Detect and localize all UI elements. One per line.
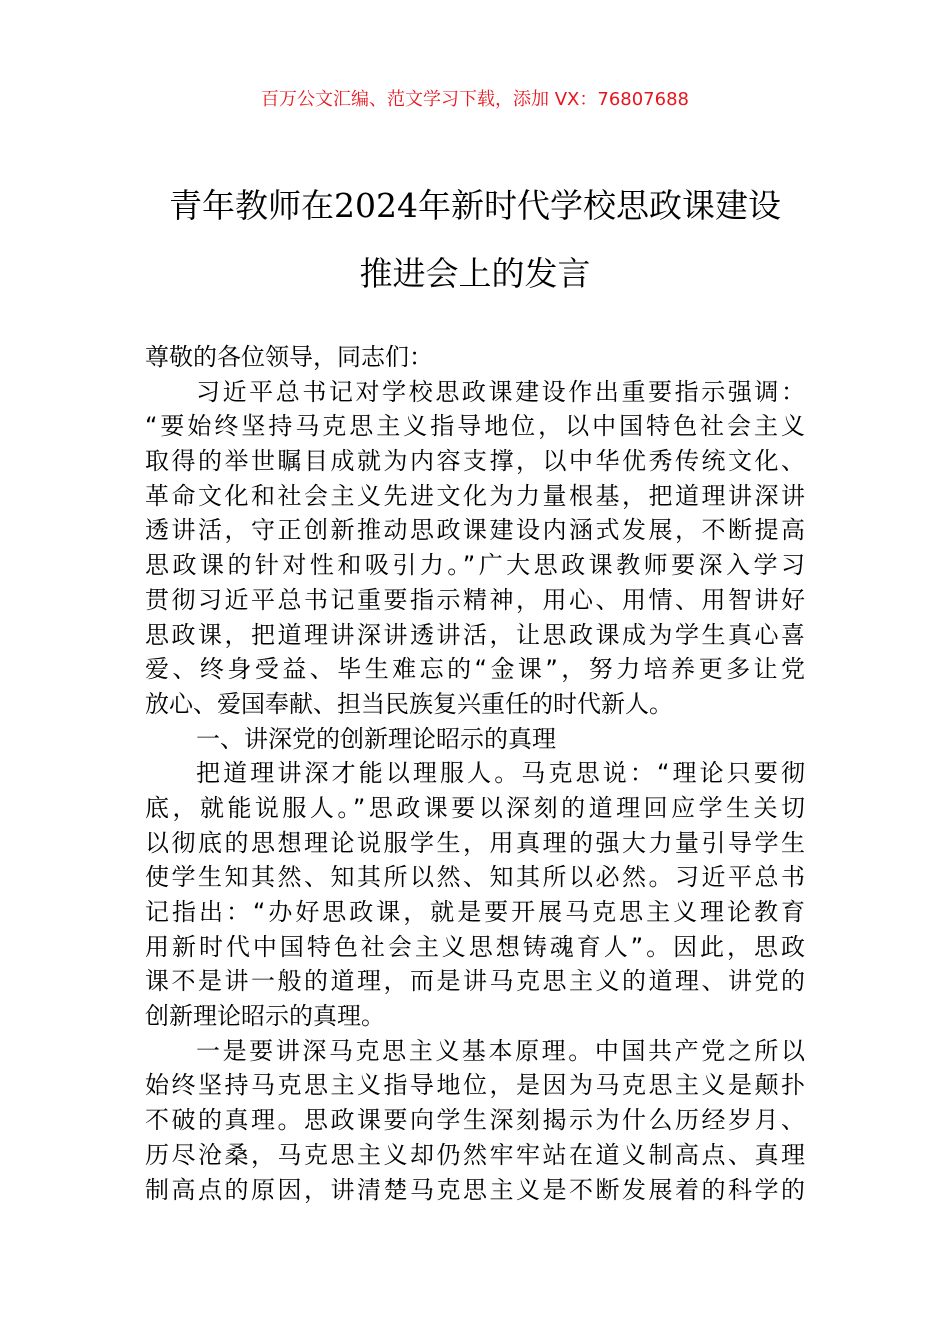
document-body xyxy=(145,340,805,1207)
text-line: 以彻底的思想理论说服学生，用真理的强大力量引导学生 xyxy=(145,828,805,857)
document-title-line-2: 推进会上的发言 xyxy=(359,254,591,293)
text-line: 用新时代中国特色社会主义思想铸魂育人”。因此，思政 xyxy=(145,932,805,961)
text-line: 革命文化和社会主义先进文化为力量根基，把道理讲深讲 xyxy=(145,481,805,510)
text-line: 记指出：“办好思政课，就是要开展马克思主义理论教育 xyxy=(145,898,805,926)
text-line: 制高点的原因，讲清楚马克思主义是不断发展着的科学的 xyxy=(145,1175,805,1204)
text-line: 贯彻习近平总书记重要指示精神，用心、用情、用智讲好 xyxy=(145,585,805,614)
text-line: 使学生知其然、知其所以然、知其所以必然。习近平总书 xyxy=(145,863,805,892)
document-title-line-1: 青年教师在2024年新时代学校思政课建设 xyxy=(169,186,781,225)
text-line: 始终坚持马克思主义指导地位，是因为马克思主义是颠扑 xyxy=(145,1071,805,1100)
text-line: 不破的真理。思政课要向学生深刻揭示为什么历经岁月、 xyxy=(145,1106,805,1135)
text-line: 历尽沧桑，马克思主义却仍然牢牢站在道义制高点、真理 xyxy=(145,1140,805,1169)
text-line: 课不是讲一般的道理，而是讲马克思主义的道理、讲党的 xyxy=(145,967,805,996)
text-line: 思政课，把道理讲深讲透讲活，让思政课成为学生真心喜 xyxy=(145,620,805,649)
text-line: 爱、终身受益、毕生难忘的“金课”，努力培养更多让党 xyxy=(145,655,805,684)
text-line: 放心、爱国奉献、担当民族复兴重任的时代新人。 xyxy=(145,689,673,718)
text-line: 习近平总书记对学校思政课建设作出重要指示强调： xyxy=(196,377,805,406)
section-heading: 一、讲深党的创新理论昭示的真理 xyxy=(196,724,556,753)
text-line: 思政课的针对性和吸引力。”广大思政课教师要深入学习 xyxy=(145,551,805,580)
text-line: “要始终坚持马克思主义指导地位，以中国特色社会主义 xyxy=(145,412,805,441)
text-line: 把道理讲深才能以理服人。马克思说：“理论只要彻 xyxy=(196,759,805,788)
text-line: 一是要讲深马克思主义基本原理。中国共产党之所以 xyxy=(196,1036,805,1065)
salutation: 尊敬的各位领导，同志们： xyxy=(145,343,433,371)
text-line: 创新理论昭示的真理。 xyxy=(145,1002,385,1031)
text-line: 取得的举世瞩目成就为内容支撑，以中华优秀传统文化、 xyxy=(145,447,805,476)
text-line: 底，就能说服人。”思政课要以深刻的道理回应学生关切 xyxy=(145,793,805,822)
watermark-banner: 百万公文汇编、范文学习下载，添加 VX：76807688 xyxy=(261,89,689,110)
text-line: 透讲活，守正创新推动思政课建设内涵式发展，不断提高 xyxy=(145,516,805,545)
